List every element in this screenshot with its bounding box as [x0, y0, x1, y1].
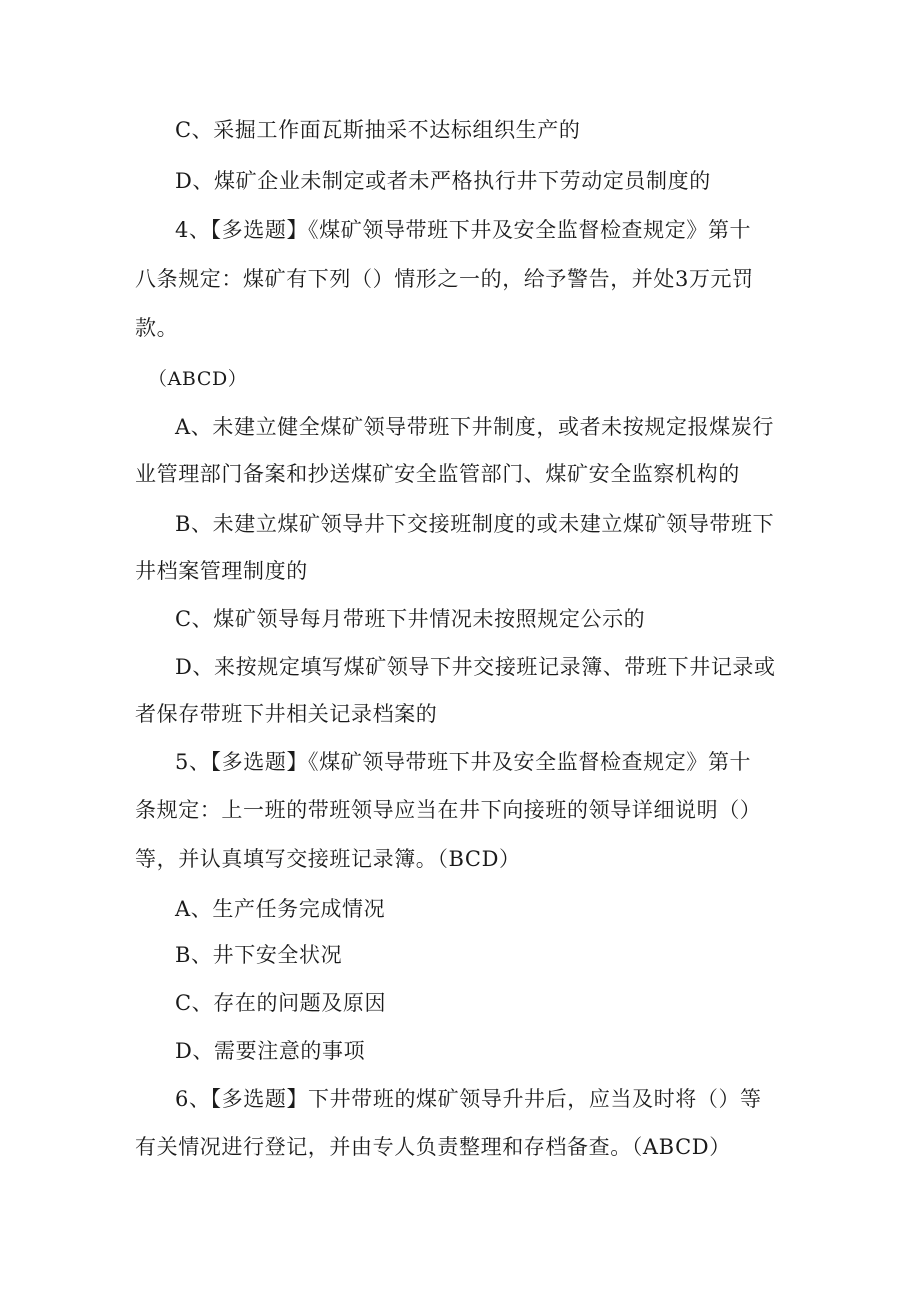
option-d-q4-line-2: 者保存带班下井相关记录档案的 [135, 702, 438, 726]
option-c-q5: C、存在的问题及原因 [175, 991, 387, 1015]
option-a-q4-line-2: 业管理部门备案和抄送煤矿安全监管部门、煤矿安全监察机构的 [135, 462, 740, 486]
option-c-q4: C、煤矿领导每月带班下井情况未按照规定公示的 [175, 607, 646, 631]
option-d-q4-line-1: D、来按规定填写煤矿领导下井交接班记录簿、带班下井记录或 [175, 655, 776, 679]
question-5-line-2: 条规定：上一班的带班领导应当在井下向接班的领导详细说明（） [135, 798, 762, 822]
question-6-line-2: 有关情况进行登记，并由专人负责整理和存档备查。（ABCD） [135, 1135, 731, 1159]
option-a-q5: A、生产任务完成情况 [175, 897, 386, 921]
option-d-q5: D、需要注意的事项 [175, 1039, 366, 1063]
question-4-line-3: 款。 [135, 316, 179, 340]
question-4-line-1: 4、【多选题】《煤矿领导带班下井及安全监督检查规定》第十 [175, 218, 752, 242]
option-c-q3: C、采掘工作面瓦斯抽采不达标组织生产的 [175, 118, 581, 142]
option-b-q5: B、井下安全状况 [175, 943, 343, 967]
question-5-line-3: 等，并认真填写交接班记录簿。（BCD） [135, 847, 521, 871]
question-6-line-1: 6、【多选题】下井带班的煤矿领导升井后，应当及时将（）等 [175, 1087, 762, 1111]
question-4-line-2: 八条规定：煤矿有下列（）情形之一的，给予警告，并处3万元罚 [135, 267, 754, 291]
option-d-q3: D、煤矿企业未制定或者未严格执行井下劳动定员制度的 [175, 169, 711, 193]
option-b-q4-line-1: B、未建立煤矿领导井下交接班制度的或未建立煤矿领导带班下 [175, 512, 775, 536]
question-4-answer: （ABCD） [148, 368, 248, 390]
option-b-q4-line-2: 井档案管理制度的 [135, 559, 308, 583]
option-a-q4-line-1: A、未建立健全煤矿领导带班下井制度，或者未按规定报煤炭行 [175, 415, 774, 439]
question-5-line-1: 5、【多选题】《煤矿领导带班下井及安全监督检查规定》第十 [175, 750, 752, 774]
